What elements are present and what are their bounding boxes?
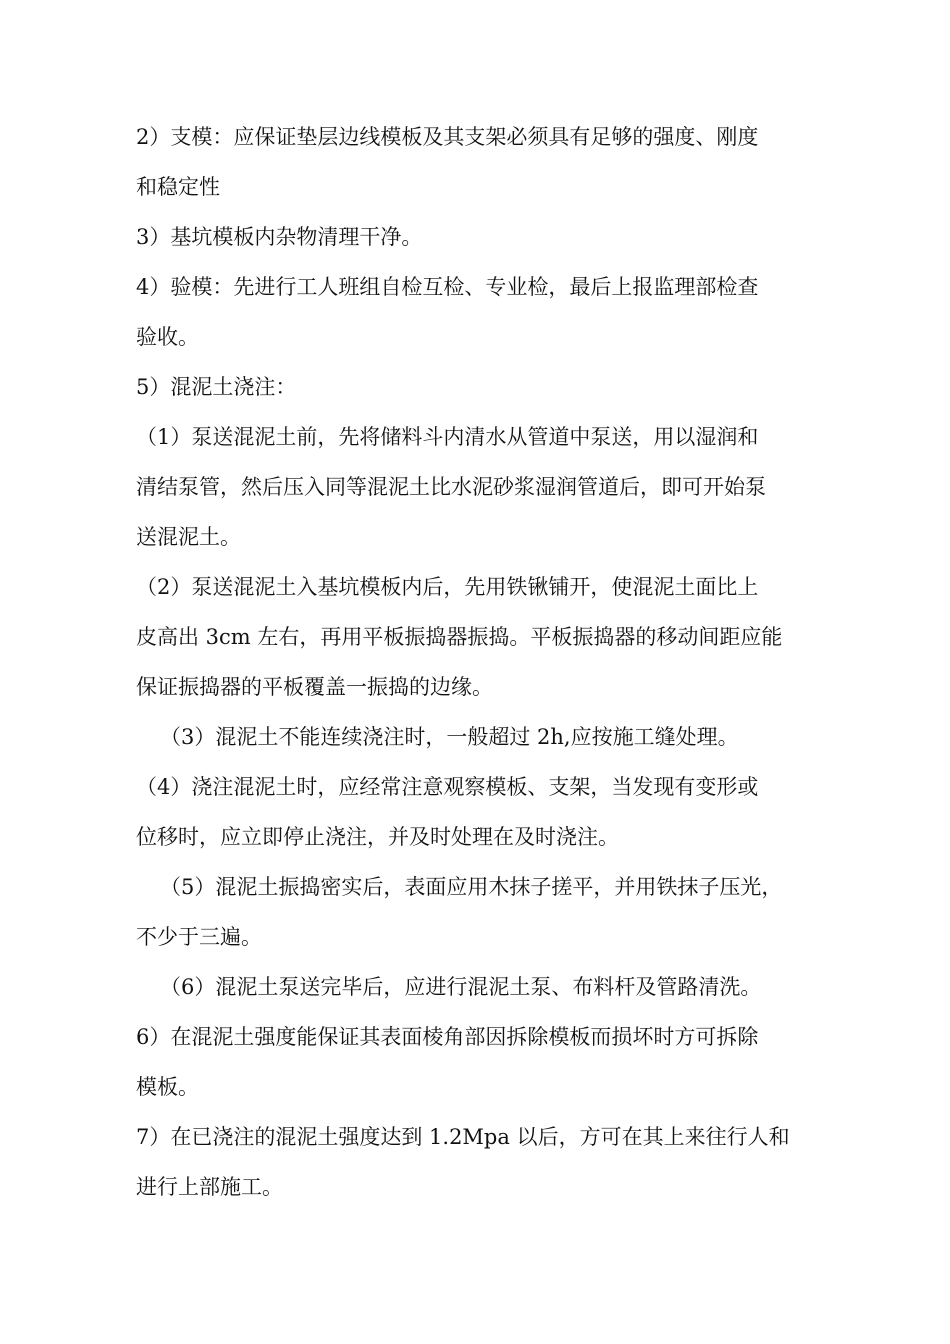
line: 保证振捣器的平板覆盖一振捣的边缘。 xyxy=(136,675,493,699)
line: 不少于三遍。 xyxy=(136,925,262,949)
line: 7）在已浇注的混泥土强度达到 1.2Mpa 以后，方可在其上来往行人和 xyxy=(136,1125,790,1149)
line: 3）基坑模板内杂物清理干净。 xyxy=(136,225,423,249)
line: （2）泵送混泥土入基坑模板内后，先用铁锹铺开，使混泥土面比上 xyxy=(136,575,759,599)
paragraph-substep-4 xyxy=(136,762,826,862)
paragraph-substep-5 xyxy=(136,862,826,962)
paragraph-substep-2 xyxy=(136,562,826,712)
paragraph-substep-1 xyxy=(136,412,826,562)
paragraph-step-4 xyxy=(136,262,826,362)
line: 进行上部施工。 xyxy=(136,1175,283,1199)
line: （1）泵送混泥土前，先将储料斗内清水从管道中泵送，用以湿润和 xyxy=(136,425,759,449)
line: 6）在混泥土强度能保证其表面棱角部因拆除模板而损坏时方可拆除 xyxy=(136,1025,759,1049)
line: 2）支模：应保证垫层边线模板及其支架必须具有足够的强度、刚度 xyxy=(136,125,759,149)
line: （5）混泥土振捣密实后，表面应用木抹子搓平，并用铁抹子压光， xyxy=(160,875,783,899)
line: 皮高出 3cm 左右，再用平板振捣器振捣。平板振捣器的移动间距应能 xyxy=(136,625,783,649)
paragraph-step-6 xyxy=(136,1012,826,1112)
line: （3）混泥土不能连续浇注时，一般超过 2h,应按施工缝处理。 xyxy=(160,725,739,749)
line: 和稳定性 xyxy=(136,175,220,199)
line: 验收。 xyxy=(136,325,199,349)
line: 清结泵管，然后压入同等混泥土比水泥砂浆湿润管道后，即可开始泵 xyxy=(136,475,766,499)
paragraph-step-3 xyxy=(136,212,826,262)
line: （4）浇注混泥土时，应经常注意观察模板、支架，当发现有变形或 xyxy=(136,775,759,799)
line: 模板。 xyxy=(136,1075,199,1099)
paragraph-step-7 xyxy=(136,1112,826,1212)
paragraph-step-2 xyxy=(136,112,826,212)
paragraph-substep-6 xyxy=(160,962,826,1012)
paragraph-step-5 xyxy=(136,362,826,412)
line: （6）混泥土泵送完毕后，应进行混泥土泵、布料杆及管路清洗。 xyxy=(160,975,762,999)
line: 送混泥土。 xyxy=(136,525,241,549)
line: 5）混泥土浇注： xyxy=(136,375,297,399)
line: 4）验模：先进行工人班组自检互检、专业检，最后上报监理部检查 xyxy=(136,275,759,299)
line: 位移时，应立即停止浇注，并及时处理在及时浇注。 xyxy=(136,825,619,849)
paragraph-substep-3 xyxy=(160,712,826,762)
